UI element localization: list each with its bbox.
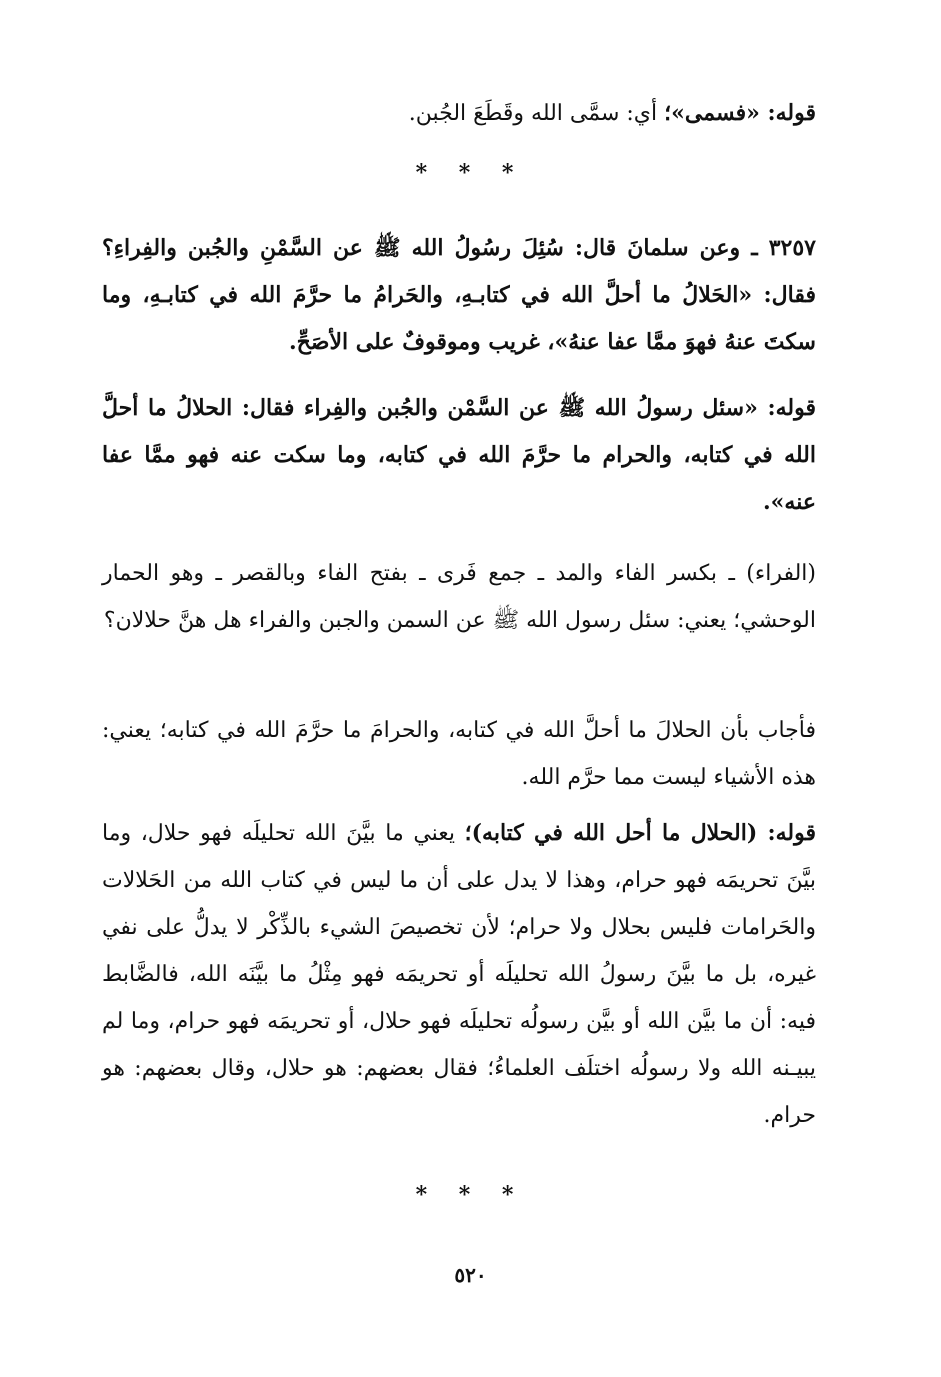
- farra-explanation-paragraph: (الفراء) ـ بكسر الفاء والمد ـ جمع فَرى ـ بفتح الفاء وبالقصر ـ وهو الحمار الوحشي؛ يعني: سئل رسول الله ﷺ عن السمن والجبن والفراء هل هنَّ حلالان؟: [102, 561, 817, 633]
- ruling-text: يعني ما بيَّنَ الله تحليلَه فهو حلال، وما بيَّنَ تحريمَه فهو حرام، وهذا لا يدل على أن ما ليس في كتاب الله من الحَلالات والحَرامات فليس بحلال ولا حرام؛ لأن تخصيصَ الشيء بالذِّكْر لا يدلُّ على نفي غيره، بل ما بيَّنَ رسولُ الله تحليلَه أو تحريمَه فهو مِثْلُ ما بيَّنَه الله، فالضَّابط فيه: أن ما بيَّن الله أو بيَّن رسولُه تحليلَه فهو حلال، أو تحريمَه فهو حرام، وما لم يبيـنه الله ولا رسولُه اختلَف العلماءُ؛ فقال بعضهم: هو حلال، وقال بعضهم: هو حرام.: [102, 821, 816, 1128]
- answer-paragraph: فأجاب بأن الحلالَ ما أحلَّ الله في كتابه، والحرامَ ما حرَّمَ الله في كتابه؛ يعني: هذه الأشياء ليست مما حرَّم الله.: [102, 718, 816, 790]
- ruling-paragraph: [102, 810, 816, 1139]
- ruling-label: قوله: (الحلال ما أحل الله في كتابه)؛: [464, 820, 816, 846]
- commentary-quote-paragraph: قوله: «سئل رسولُ الله ﷺ عن السَّمْن والجُبن والفِراء فقال: الحلالُ ما أحلَّ الله في كتابه، والحرام ما حرَّمَ الله في كتابه، وما سكت عنه فهو ممَّا عفا عنه».: [102, 395, 816, 515]
- section-separator-bottom: * * *: [415, 1182, 526, 1208]
- intro-paragraph: [102, 90, 816, 137]
- page-number: ٥٢٠: [454, 1263, 487, 1287]
- intro-text: أي: سمَّى الله وقَطَعَ الجُبن.: [408, 101, 665, 126]
- hadith-paragraph: ٣٢٥٧ ـ وعن سلمانَ قال: سُئِلَ رسُولُ الله ﷺ عن السَّمْنِ والجُبن والفِراءِ؟ فقال: «الحَلالُ ما أحلَّ الله في كتابـهِ، والحَرامُ ما حرَّمَ الله في كتابـهِ، وما سكتَ عنهُ فهوَ ممَّا عفا عنهُ»، غريب وموقوفٌ على الأصَحِّ.: [102, 235, 816, 355]
- section-separator-top: * * *: [415, 160, 526, 186]
- intro-label: قوله: «فسمى»؛: [664, 100, 816, 126]
